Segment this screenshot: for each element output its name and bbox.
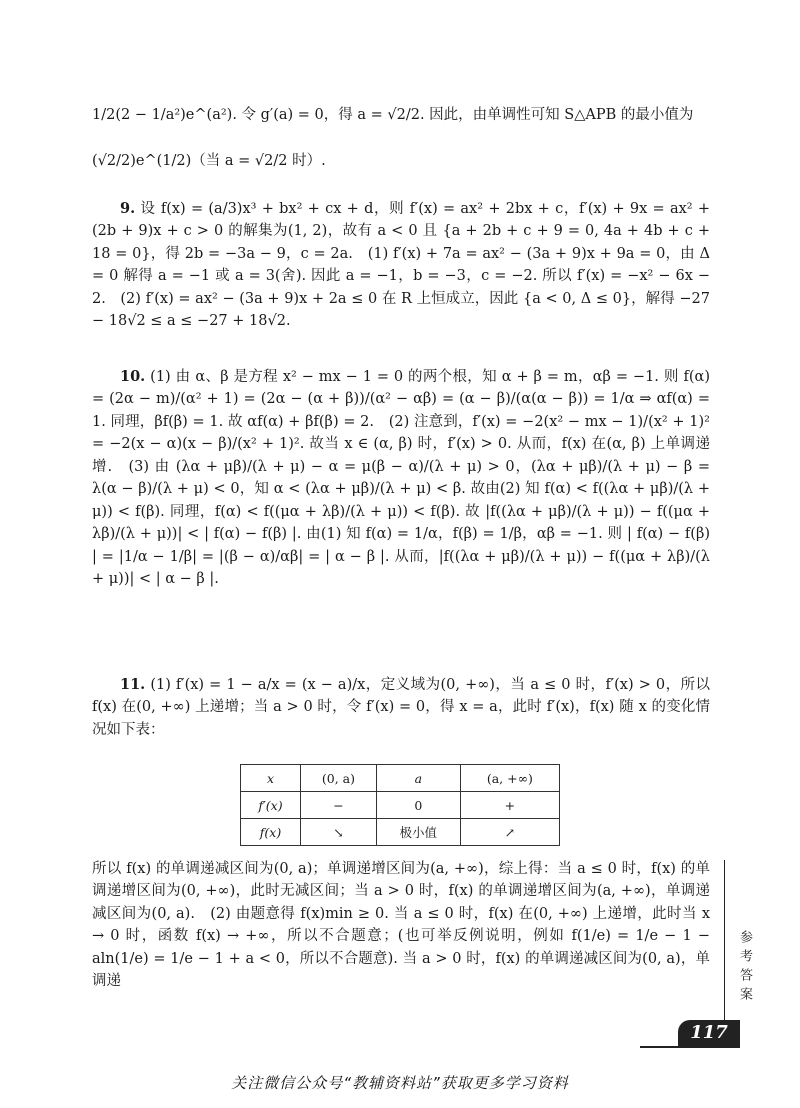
variation-table (240, 764, 560, 846)
paragraph-text: (1) f′(x) = 1 − a/x = (x − a)/x，定义域为(0, +∞)，当 a ≤ 0 时，f′(x) > 0，所以 f(x) 在(0, +∞) 上递增；当 a > 0 时，令 f′(x) = 0，得 x = a，此时 f′(x)，f(x) 随 x 的变化情况如下表： (92, 677, 711, 738)
table-header-cell: (0, a) (300, 765, 376, 792)
paragraph-text: (1) 由 α、β 是方程 x² − mx − 1 = 0 的两个根，知 α + β = m，αβ = −1. 则 f(α) = (2α − m)/(α² + 1) = (2α − (α + β))/(α² − αβ) = (α − β)/(α(α − β)) = 1/α ⇒ αf(α) = 1. 同理，βf(β) = 1. 故 αf(α) + βf(β) = 2. (2) 注意到，f′(x) = −2(x² − mx − 1)/(x² + 1)² = −2(x − α)(x − β)/(x² + 1)². 故当 x ∈ (α, β) 时，f′(x) > 0. 从而，f(x) 在(α, β) 上单调递增. (3) 由 (λα + μβ)/(λ + μ) − α = μ(β − α)/(λ + μ) > 0，(λα + μβ)/(λ + μ) − β = λ(α − β)/(λ + μ) < 0，知 α < (λα + μβ)/(λ + μ) < β. 故由(2) 知 f(α) < f((λα + μβ)/(λ + μ)) < f(β). 同理，f(α) < f((μα + λβ)/(λ + μ)) < f(β). 故 |f((λα + μβ)/(λ + μ)) − f((μα + λβ)/(λ + μ))| < | f(α) − f(β) |. 由(1) 知 f(α) = 1/α，f(β) = 1/β，αβ = −1. 则 | f(α) − f(β) | = |1/α − 1/β| = |(β − α)/αβ| = | α − β |. 从而，|f((λα + μβ)/(λ + μ)) − f((μα + λβ)/(λ + μ))| < | α − β |. (92, 369, 711, 588)
paragraph-text: 1/2(2 − 1/a²)e^(a²). 令 g′(a) = 0，得 a = √2/2. 因此，由单调性可知 S△APB 的最小值为 (92, 107, 694, 123)
paragraph-text: (√2/2)e^(1/2)（当 a = √2/2 时）. (92, 153, 326, 169)
footer-note: 关注微信公众号“教辅资料站”获取更多学习资料 (231, 1074, 569, 1092)
table-cell: ↗ (460, 819, 559, 846)
table-header-cell: x (241, 765, 301, 792)
page-number-rule (640, 1046, 740, 1048)
answer-9 (92, 198, 710, 333)
table-cell: f(x) (241, 819, 301, 846)
question-number: 9. (120, 200, 136, 217)
table-header-row (241, 765, 560, 792)
side-divider (724, 860, 725, 1040)
table-cell: − (300, 792, 376, 819)
side-tab-label: 参考答案 (737, 930, 752, 1006)
answer-10 (92, 366, 710, 591)
answer-11-part-b (92, 858, 710, 993)
table-header-cell: (a, +∞) (460, 765, 559, 792)
table-cell: + (460, 792, 559, 819)
question-number: 10. (120, 368, 146, 385)
paragraph-text: 所以 f(x) 的单调递减区间为(0, a)；单调递增区间为(a, +∞)，综上得：当 a ≤ 0 时，f(x) 的单调递增区间为(0, +∞)，此时无减区间；当 a > 0 时，f(x) 的单调递增区间为(a, +∞)，单调递减区间为(0, a). (2) 由题意得 f(x)min ≥ 0. 当 a ≤ 0 时，f(x) 在(0, +∞) 上递增，此时当 x → 0 时，函数 f(x) → +∞，所以不合题意；(也可举反例说明，例如 f(1/e) = 1/e − 1 − aln(1/e) = 1/e − 1 + a < 0，所以不合题意). 当 a > 0 时，f(x) 的单调递减区间为(0, a)，单调递 (92, 861, 710, 990)
paragraph-prev-2 (92, 150, 710, 172)
paragraph-text: 设 f(x) = (a/3)x³ + bx² + cx + d，则 f′(x) = ax² + 2bx + c，f′(x) + 9x = ax² + (2b + 9)x + c > 0 的解集为(1, 2)，故有 a < 0 且 {a + 2b + c + 9 = 0, 4a + 4b + c + 18 = 0}，得 2b = −3a − 9，c = 2a. (1) f′(x) + 7a = ax² − (3a + 9)x + 9a = 0，由 Δ = 0 解得 a = −1 或 a = 3(舍). 因此 a = −1，b = −3，c = −2. 所以 f′(x) = −x² − 6x − 2. (2) f′(x) = ax² − (3a + 9)x + 2a ≤ 0 在 R 上恒成立，因此 {a < 0, Δ ≤ 0}，解得 −27 − 18√2 ≤ a ≤ −27 + 18√2. (92, 201, 711, 330)
table-cell: 0 (376, 792, 460, 819)
table-header-cell: a (376, 765, 460, 792)
table-cell: ↘ (300, 819, 376, 846)
table-row (241, 819, 560, 846)
page-number: 117 (678, 1020, 740, 1046)
paragraph-prev-1 (92, 104, 710, 126)
table-cell: f′(x) (241, 792, 301, 819)
question-number: 11. (120, 676, 146, 693)
table-cell: 极小值 (376, 819, 460, 846)
answer-11-part-a (92, 674, 710, 741)
table-row (241, 792, 560, 819)
